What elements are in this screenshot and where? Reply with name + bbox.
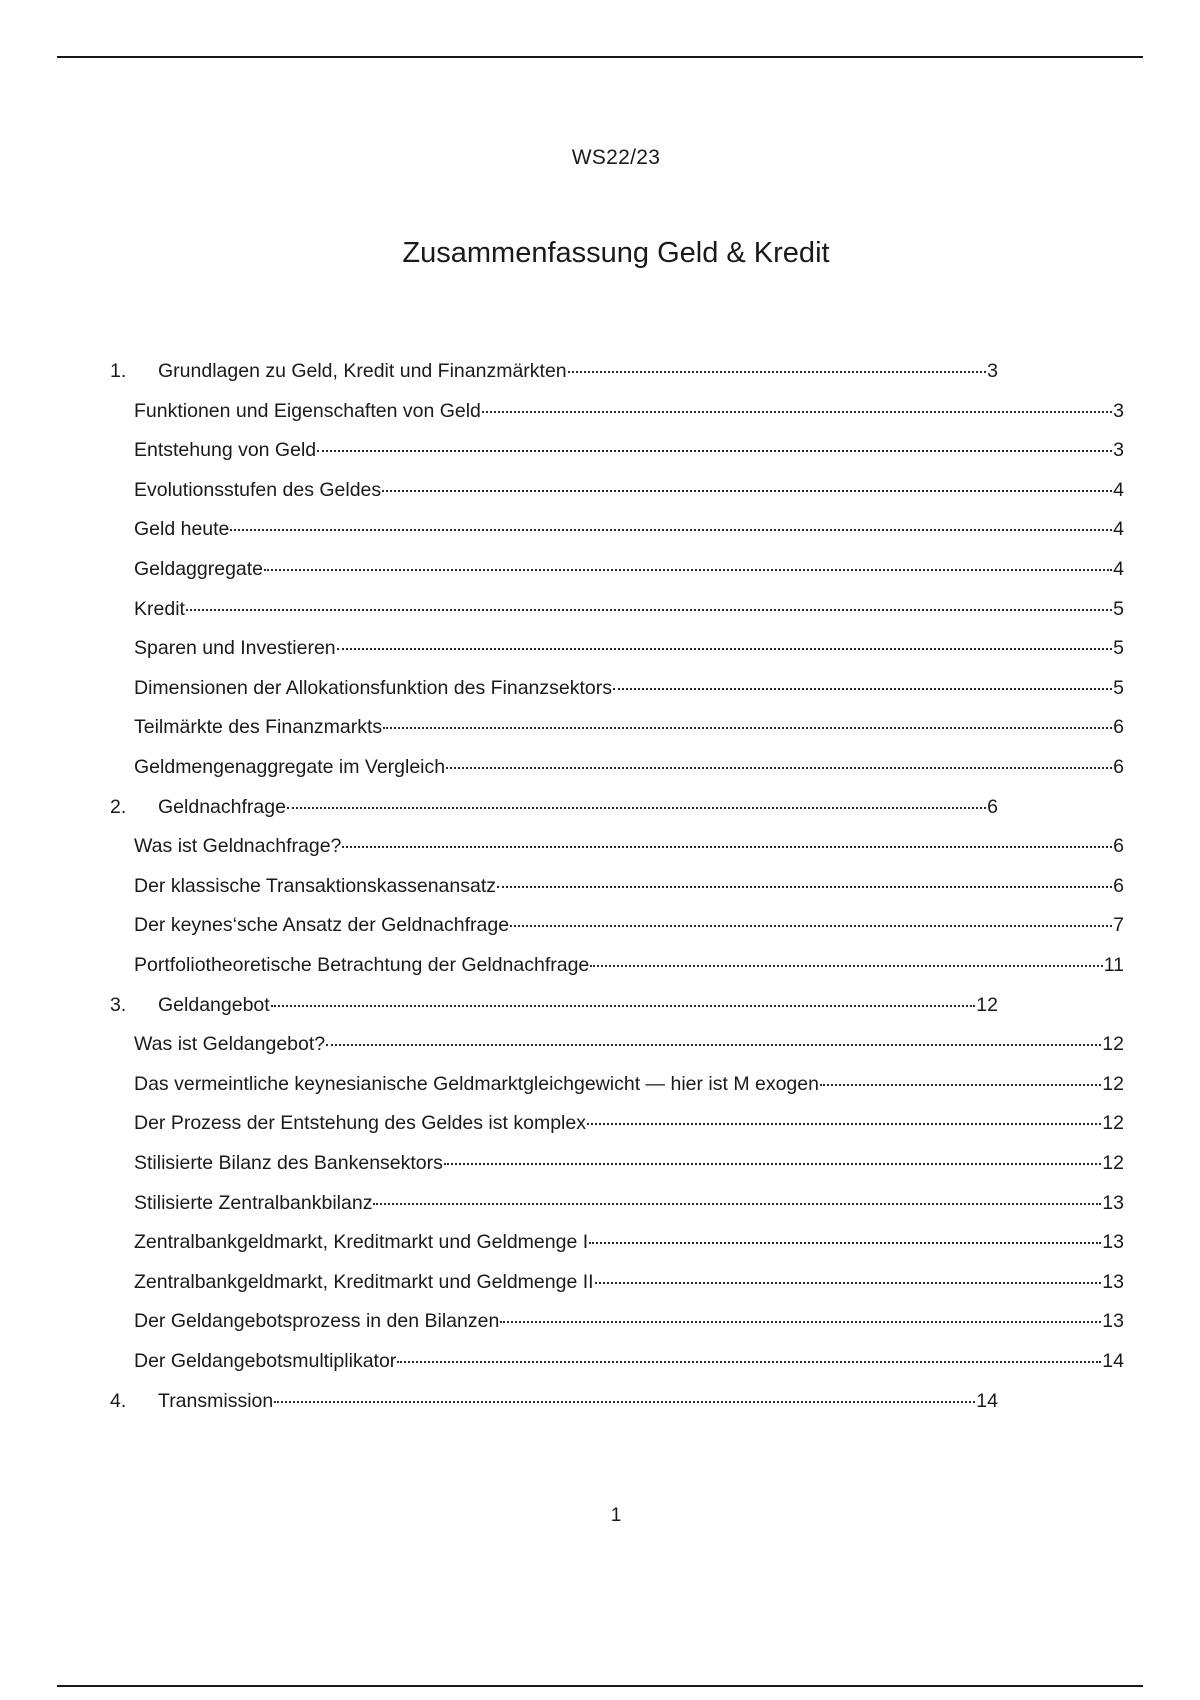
toc-section-entry[interactable] — [134, 1033, 1124, 1061]
toc-dot-leader — [482, 411, 1112, 413]
toc-dot-leader — [444, 1163, 1101, 1165]
document-title: Zusammenfassung Geld & Kredit — [402, 237, 830, 269]
toc-section-entry[interactable] — [134, 1112, 1124, 1140]
toc-dot-leader — [446, 767, 1112, 769]
toc-section-entry[interactable] — [134, 1231, 1124, 1259]
toc-entry-page: 11 — [1103, 954, 1124, 976]
toc-entry-page: 13 — [1102, 1270, 1124, 1293]
toc-section-entry[interactable] — [134, 716, 1124, 744]
toc-entry-page: 4 — [1113, 478, 1124, 501]
toc-entry-page: 13 — [1102, 1191, 1124, 1214]
toc-entry-page: 6 — [1113, 756, 1124, 778]
toc-dot-leader — [397, 1361, 1101, 1363]
toc-section-entry[interactable] — [134, 756, 1124, 784]
toc-entry-page: 4 — [1113, 558, 1124, 580]
footer-rule — [57, 1685, 1143, 1687]
toc-dot-leader — [326, 1044, 1101, 1046]
toc-section-entry[interactable] — [134, 875, 1124, 903]
page-number: 1 — [610, 1505, 622, 1526]
toc-section-entry[interactable] — [134, 439, 1124, 467]
toc-entry-title: Funktionen und Eigenschaften von Geld — [134, 399, 481, 422]
toc-chapter-entry[interactable] — [110, 1390, 998, 1418]
toc-entry-page: 13 — [1102, 1231, 1124, 1254]
toc-dot-leader — [264, 569, 1112, 571]
toc-section-entry[interactable] — [134, 400, 1124, 428]
toc-entry-title: Geldangebot — [158, 993, 270, 1016]
toc-entry-title: Geld heute — [134, 518, 230, 541]
toc-entry-title: Grundlagen zu Geld, Kredit und Finanzmärkten — [158, 360, 567, 382]
toc-dot-leader — [287, 807, 986, 809]
toc-entry-number: 2. — [110, 795, 127, 818]
toc-section-entry[interactable] — [134, 1152, 1124, 1180]
toc-section-entry[interactable] — [134, 558, 1124, 586]
toc-entry-title: Kredit — [134, 597, 185, 620]
toc-entry-title: Der Geldangebotsprozess in den Bilanzen — [134, 1310, 500, 1333]
toc-dot-leader — [500, 1321, 1101, 1323]
toc-entry-page: 6 — [1113, 835, 1124, 858]
toc-entry-title: Sparen und Investieren — [134, 637, 336, 660]
toc-entry-title: Teilmärkte des Finanzmarkts — [134, 716, 383, 739]
semester-label: WS22/23 — [571, 146, 661, 169]
toc-entry-title: Geldaggregate — [134, 558, 264, 580]
toc-dot-leader — [337, 648, 1113, 650]
toc-dot-leader — [510, 925, 1112, 927]
toc-entry-page: 12 — [1102, 1033, 1124, 1056]
header-rule — [57, 56, 1143, 58]
toc-entry-title: Der keynes‘sche Ansatz der Geldnachfrage — [134, 914, 510, 937]
toc-dot-leader — [613, 688, 1112, 690]
toc-entry-title: Zentralbankgeldmarkt, Kreditmarkt und Geldmenge I — [134, 1231, 589, 1254]
toc-section-entry[interactable] — [134, 1073, 1124, 1101]
toc-dot-leader — [590, 965, 1102, 967]
toc-entry-page: 12 — [1102, 1152, 1124, 1174]
toc-entry-page: 7 — [1113, 914, 1124, 937]
toc-entry-title: Stilisierte Zentralbankbilanz — [134, 1191, 373, 1214]
toc-dot-leader — [230, 529, 1112, 531]
toc-dot-leader — [589, 1242, 1101, 1244]
toc-entry-page: 13 — [1102, 1310, 1124, 1333]
toc-section-entry[interactable] — [134, 954, 1124, 982]
toc-dot-leader — [820, 1084, 1101, 1086]
toc-section-entry[interactable] — [134, 677, 1124, 705]
toc-section-entry[interactable] — [134, 1350, 1124, 1378]
toc-entry-page: 6 — [987, 795, 998, 818]
toc-entry-page: 3 — [1113, 439, 1124, 462]
toc-entry-page: 6 — [1113, 874, 1124, 897]
toc-dot-leader — [382, 490, 1112, 492]
toc-section-entry[interactable] — [134, 479, 1124, 507]
toc-section-entry[interactable] — [134, 835, 1124, 863]
toc-entry-page: 5 — [1113, 637, 1124, 660]
toc-dot-leader — [373, 1203, 1101, 1205]
toc-entry-title: Was ist Geldangebot? — [134, 1033, 326, 1056]
toc-entry-page: 12 — [976, 993, 998, 1016]
toc-entry-title: Der Geldangebotsmultiplikator — [134, 1350, 397, 1372]
toc-dot-leader — [274, 1401, 975, 1403]
toc-entry-page: 5 — [1113, 597, 1124, 620]
toc-entry-title: Dimensionen der Allokationsfunktion des Finanzsektors — [134, 676, 613, 699]
toc-dot-leader — [383, 727, 1112, 729]
toc-chapter-entry[interactable] — [110, 796, 998, 824]
toc-entry-page: 4 — [1113, 518, 1124, 541]
toc-section-entry[interactable] — [134, 1310, 1124, 1338]
toc-entry-title: Das vermeintliche keynesianische Geldmarktgleichgewicht — hier ist M exogen — [134, 1072, 819, 1095]
toc-entry-page: 5 — [1113, 676, 1124, 699]
toc-chapter-entry[interactable] — [110, 994, 998, 1022]
toc-entry-title: Portfoliotheoretische Betrachtung der Geldnachfrage — [134, 954, 590, 976]
toc-entry-title: Zentralbankgeldmarkt, Kreditmarkt und Geldmenge II — [134, 1270, 594, 1293]
toc-dot-leader — [317, 450, 1112, 452]
toc-entry-title: Der Prozess der Entstehung des Geldes ist komplex — [134, 1112, 586, 1135]
toc-entry-page: 3 — [1113, 399, 1124, 422]
toc-entry-page: 3 — [987, 360, 998, 382]
toc-entry-title: Transmission — [158, 1389, 274, 1412]
toc-dot-leader — [271, 1005, 976, 1007]
toc-entry-page: 14 — [976, 1389, 998, 1412]
toc-entry-page: 6 — [1113, 716, 1124, 739]
toc-section-entry[interactable] — [134, 914, 1124, 942]
toc-entry-title: Evolutionsstufen des Geldes — [134, 478, 382, 501]
toc-entry-title: Geldnachfrage — [158, 795, 286, 818]
toc-dot-leader — [568, 371, 986, 373]
toc-dot-leader — [342, 846, 1112, 848]
toc-chapter-entry[interactable] — [110, 360, 998, 388]
toc-section-entry[interactable] — [134, 637, 1124, 665]
toc-entry-number: 1. — [110, 360, 127, 382]
toc-dot-leader — [595, 1282, 1102, 1284]
toc-entry-number: 3. — [110, 993, 127, 1016]
toc-section-entry[interactable] — [134, 1271, 1124, 1299]
toc-entry-title: Der klassische Transaktionskassenansatz — [134, 874, 496, 897]
toc-section-entry[interactable] — [134, 598, 1124, 626]
toc-entry-number: 4. — [110, 1389, 127, 1412]
toc-entry-title: Stilisierte Bilanz des Bankensektors — [134, 1152, 443, 1174]
toc-entry-page: 14 — [1102, 1350, 1124, 1372]
toc-entry-page: 12 — [1102, 1072, 1124, 1095]
toc-entry-title: Was ist Geldnachfrage? — [134, 835, 342, 858]
toc-dot-leader — [497, 886, 1112, 888]
toc-entry-title: Geldmengenaggregate im Vergleich — [134, 756, 446, 778]
toc-section-entry[interactable] — [134, 1192, 1124, 1220]
toc-dot-leader — [186, 609, 1112, 611]
toc-entry-title: Entstehung von Geld — [134, 439, 317, 462]
toc-section-entry[interactable] — [134, 518, 1124, 546]
toc-entry-page: 12 — [1102, 1112, 1124, 1135]
toc-dot-leader — [587, 1123, 1101, 1125]
